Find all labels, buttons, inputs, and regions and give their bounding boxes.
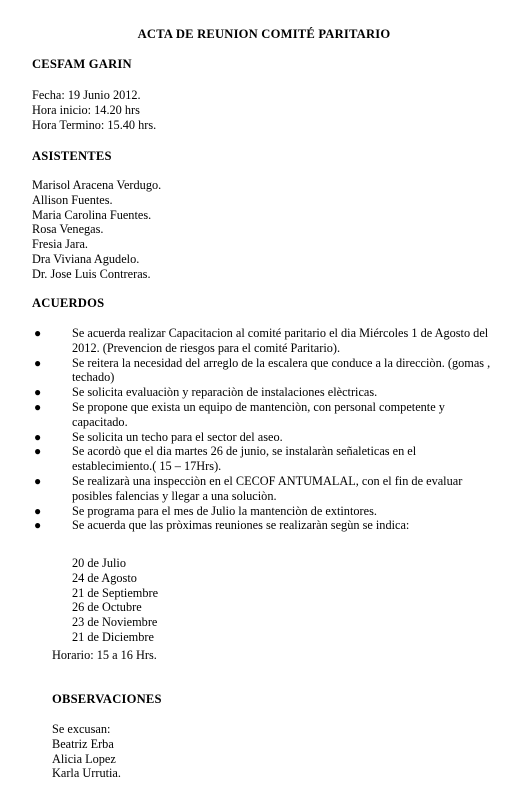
agreement-text: Se propone que exista un equipo de mantenciòn, con personal competente y capacitado. [72,399,445,429]
agreements-list [34,326,494,533]
agreement-text: Se acuerda realizar Capacitacion al comité paritario el dia Miércoles 1 de Agosto del 2012. (Prevencion de riesgos para el comité Paritario). [72,326,489,355]
bullet-icon: ● [34,503,42,518]
agreements-heading: ACUERDOS [32,296,105,310]
observation-line: Alicia Lopez [52,751,116,766]
agreement-item [34,444,494,474]
observation-line: Karla Urrutia. [52,766,121,781]
agreement-text: Se solicita evaluaciòn y reparaciòn de instalaciones elèctricas. [72,385,378,400]
agreement-item [34,385,494,400]
bullet-icon: ● [34,355,42,370]
agreement-text: Se reitera la necesidad del arreglo de la escalera que conduce a la direcciòn. (gomas , techado) [72,355,491,385]
attendee-name: Dr. Jose Luis Contreras. [32,266,151,281]
bullet-icon: ● [34,429,42,444]
meeting-start-time: Hora inicio: 14.20 hrs [32,102,140,117]
observations-list [52,722,121,781]
agreement-item [34,504,494,519]
agreement-text: Se solicita un techo para el sector del aseo. [72,429,283,444]
center-heading: CESFAM GARIN [32,57,132,71]
bullet-icon: ● [34,473,42,488]
meeting-date-item: 23 de Noviembre [72,615,158,630]
agreement-item [34,326,494,356]
bullet-icon: ● [34,399,42,414]
attendee-name: Fresia Jara. [32,237,88,252]
agreement-text: Se realizarà una inspecciòn en el CECOF ANTUMALAL, con el fin de evaluar posibles falencias y llegar a una soluciòn. [72,473,463,503]
attendees-heading: ASISTENTES [32,149,112,163]
observation-line: Se excusan: [52,722,111,736]
bullet-icon: ● [34,518,42,533]
meeting-date-item: 21 de Diciembre [72,629,154,644]
meeting-date-item: 26 de Octubre [72,600,142,615]
agreement-item [34,356,494,386]
meeting-date: Fecha: 19 Junio 2012. [32,88,141,102]
document-title: ACTA DE REUNION COMITÉ PARITARIO [137,27,391,41]
meeting-date-item: 20 de Julio [72,556,126,570]
attendee-name: Allison Fuentes. [32,192,113,207]
agreement-text: Se programa para el mes de Julio la mantenciòn de extintores. [72,503,377,518]
observation-line: Beatriz Erba [52,736,114,751]
agreement-item [34,430,494,445]
attendee-name: Marisol Aracena Verdugo. [32,178,162,192]
meeting-schedule: Horario: 15 a 16 Hrs. [52,648,157,662]
attendee-name: Maria Carolina Fuentes. [32,207,152,222]
observations-heading: OBSERVACIONES [52,692,162,706]
attendee-name: Dra Viviana Agudelo. [32,251,140,266]
meeting-details [32,88,156,132]
bullet-icon: ● [34,326,42,340]
agreement-text: Se acordò que el dia martes 26 de junio, se instalaràn señaleticas en el establecimiento.( 15 – 17Hrs). [72,444,417,474]
meeting-end-time: Hora Termino: 15.40 hrs. [32,117,157,132]
attendee-name: Rosa Venegas. [32,222,104,237]
agreement-item [34,518,494,533]
agreement-item [34,400,494,430]
agreement-text: Se acuerda que las pròximas reuniones se realizaràn segùn se indica: [72,518,410,533]
meeting-dates-list [72,556,158,645]
meeting-date-item: 21 de Septiembre [72,585,159,600]
attendees-list [32,178,161,282]
bullet-icon: ● [34,444,42,459]
meeting-date-item: 24 de Agosto [72,570,137,585]
bullet-icon: ● [34,385,42,400]
agreement-item [34,474,494,504]
